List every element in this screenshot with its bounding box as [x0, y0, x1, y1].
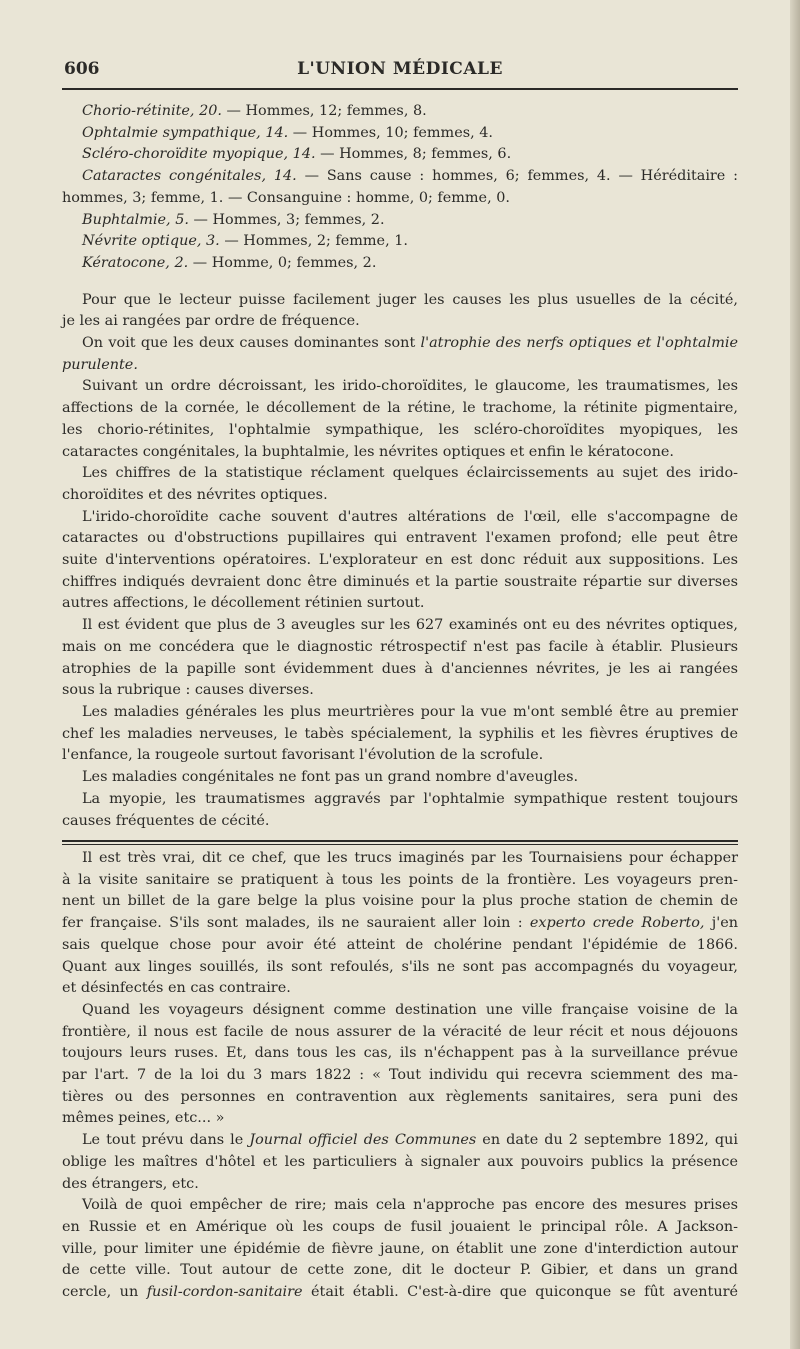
text-line: Il est très vrai, dit ce chef, que les trucs imaginés par les Tournaisiens pour échapper: [82, 850, 738, 866]
stat-line: Cataractes congénitales, 14. — Sans cause : hommes, 6; femmes, 4. — Héréditaire :: [82, 168, 738, 185]
text-line: les chorio-rétinites, l'ophtalmie sympathique, les scléro-choroïdites myopiques, les: [62, 421, 738, 438]
article-body-continued: [62, 848, 738, 1304]
stat-line: Chorio-rétinite, 20. — Hommes, 12; femmes, 8.: [82, 103, 427, 119]
text-line: La myopie, les traumatismes aggravés par l'ophtalmie sympathique restent toujours: [82, 790, 738, 807]
article-body: [62, 101, 738, 832]
text-line: mêmes peines, etc... »: [62, 1110, 225, 1127]
text-line: toujours leurs ruses. Et, dans tous les cas, ils n'échappent pas à la surveillance prévue: [62, 1045, 738, 1062]
text-line: Le tout prévu dans le Journal officiel des Communes en date du 2 septembre 1892, qui: [82, 1132, 739, 1149]
text-line: Suivant un ordre décroissant, les irido-choroïdites, le glaucome, les traumatismes, les: [82, 378, 738, 395]
text-line: oblige les maîtres d'hôtel et les particuliers à signaler aux pouvoirs publics la présence: [62, 1153, 738, 1170]
text-line: sais quelque chose pour avoir été atteint de cholérine pendant l'épidémie de 1866.: [62, 936, 738, 953]
text-line: chef les maladies nerveuses, le tabès spécialement, la syphilis et les fièvres éruptives de: [62, 725, 738, 742]
text-line: à la visite sanitaire se pratiquent à tous les points de la frontière. Les voyageurs pren-: [62, 871, 738, 888]
text-line: Il est évident que plus de 3 aveugles sur les 627 examinés ont eu des névrites optiques,: [82, 617, 738, 634]
section-divider: [62, 840, 738, 845]
text-line: causes fréquentes de cécité.: [62, 812, 270, 829]
text-line: chiffres indiqués devraient donc être diminués et la partie soustraite répartie sur diverses: [62, 573, 738, 590]
stat-line: hommes, 3; femme, 1. — Consanguine : homme, 0; femme, 0.: [62, 189, 510, 206]
text-line: frontière, il nous est facile de nous assurer de la véracité de leur récit et nous déjouons: [62, 1023, 738, 1040]
stat-line: Névrite optique, 3. — Hommes, 2; femme, 1.: [82, 233, 408, 250]
text-line: Les chiffres de la statistique réclament quelques éclaircissements au sujet des irido-: [82, 465, 738, 482]
text-line: nent un billet de la gare belge la plus voisine pour la plus proche station de chemin de: [62, 893, 738, 910]
stat-line: Ophtalmie sympathique, 14. — Hommes, 10; femmes, 4.: [82, 124, 493, 141]
text-line: cataractes ou d'obstructions pupillaires qui entravent l'examen profond; elle peut être: [62, 530, 738, 547]
text-line: On voit que les deux causes dominantes sont l'atrophie des nerfs optiques et l'ophtalmie: [82, 335, 738, 352]
header-rule: [62, 88, 738, 90]
stat-line: Kératocone, 2. — Homme, 0; femmes, 2.: [82, 254, 377, 271]
text-line: affections de la cornée, le décollement de la rétine, le trachome, la rétinite pigmentaire,: [62, 400, 738, 417]
page-header: [62, 57, 738, 85]
text-line: tières ou des personnes en contravention aux règlements sanitaires, sera puni des: [62, 1088, 738, 1105]
text-line: L'irido-choroïdite cache souvent d'autres altérations de l'œil, elle s'accompagne de: [82, 508, 738, 525]
text-line: je les ai rangées par ordre de fréquence.: [62, 313, 360, 330]
text-line: ville, pour limiter une épidémie de fièvre jaune, on établit une zone d'interdiction autour: [62, 1240, 738, 1257]
text-line: fer française. S'ils sont malades, ils ne sauraient aller loin : experto crede Roberto, j'en: [62, 915, 739, 932]
text-line: cercle, un fusil-cordon-sanitaire était établi. C'est-à-dire que quiconque se fût aventuré: [62, 1284, 738, 1301]
text-line: Quant aux linges souillés, ils sont refoulés, s'ils ne sont pas accompagnés du voyageur,: [62, 958, 738, 975]
text-line: en Russie et en Amérique où les coups de fusil jouaient le principal rôle. A Jackson-: [62, 1218, 738, 1235]
stat-line: Scléro-choroïdite myopique, 14. — Hommes, 8; femmes, 6.: [82, 146, 512, 163]
text-line: autres affections, le décollement rétinien surtout.: [62, 595, 425, 612]
text-line: mais on me concédera que le diagnostic rétrospectif n'est pas facile à établir. Plusieurs: [62, 638, 738, 655]
text-line: Les maladies congénitales ne font pas un grand nombre d'aveugles.: [82, 769, 579, 786]
text-line: par l'art. 7 de la loi du 3 mars 1822 : « Tout individu qui recevra sciemment des ma-: [62, 1067, 738, 1084]
text-line: choroïdites et des névrites optiques.: [62, 486, 328, 503]
text-line: et désinfectés en cas contraire.: [62, 980, 291, 997]
text-line: suite d'interventions opératoires. L'explorateur en est donc réduit aux suppositions. Les: [62, 552, 738, 569]
text-line: Voilà de quoi empêcher de rire; mais cela n'approche pas encore des mesures prises: [82, 1197, 738, 1214]
text-line: Quand les voyageurs désignent comme destination une ville française voisine de la: [82, 1001, 738, 1018]
text-line: purulente.: [62, 356, 138, 373]
stat-line: Buphtalmie, 5. — Hommes, 3; femmes, 2.: [82, 211, 385, 228]
page-number: 606: [64, 59, 100, 79]
text-line: Pour que le lecteur puisse facilement juger les causes les plus usuelles de la cécité,: [82, 291, 738, 308]
journal-title: L'UNION MÉDICALE: [297, 59, 503, 79]
page-edge-shadow: [790, 0, 800, 1349]
text-line: des étrangers, etc.: [62, 1175, 199, 1192]
text-line: atrophies de la papille sont évidemment dues à d'anciennes névrites, je les ai rangées: [62, 660, 738, 677]
text-line: Les maladies générales les plus meurtrières pour la vue m'ont semblé être au premier: [82, 703, 738, 720]
text-line: de cette ville. Tout autour de cette zone, dit le docteur P. Gibier, et dans un grand: [62, 1262, 738, 1279]
text-line: l'enfance, la rougeole surtout favorisant l'évolution de la scrofule.: [62, 747, 544, 764]
text-line: cataractes congénitales, la buphtalmie, les névrites optiques et enfin le kératocone.: [62, 443, 674, 460]
text-line: sous la rubrique : causes diverses.: [62, 682, 314, 699]
